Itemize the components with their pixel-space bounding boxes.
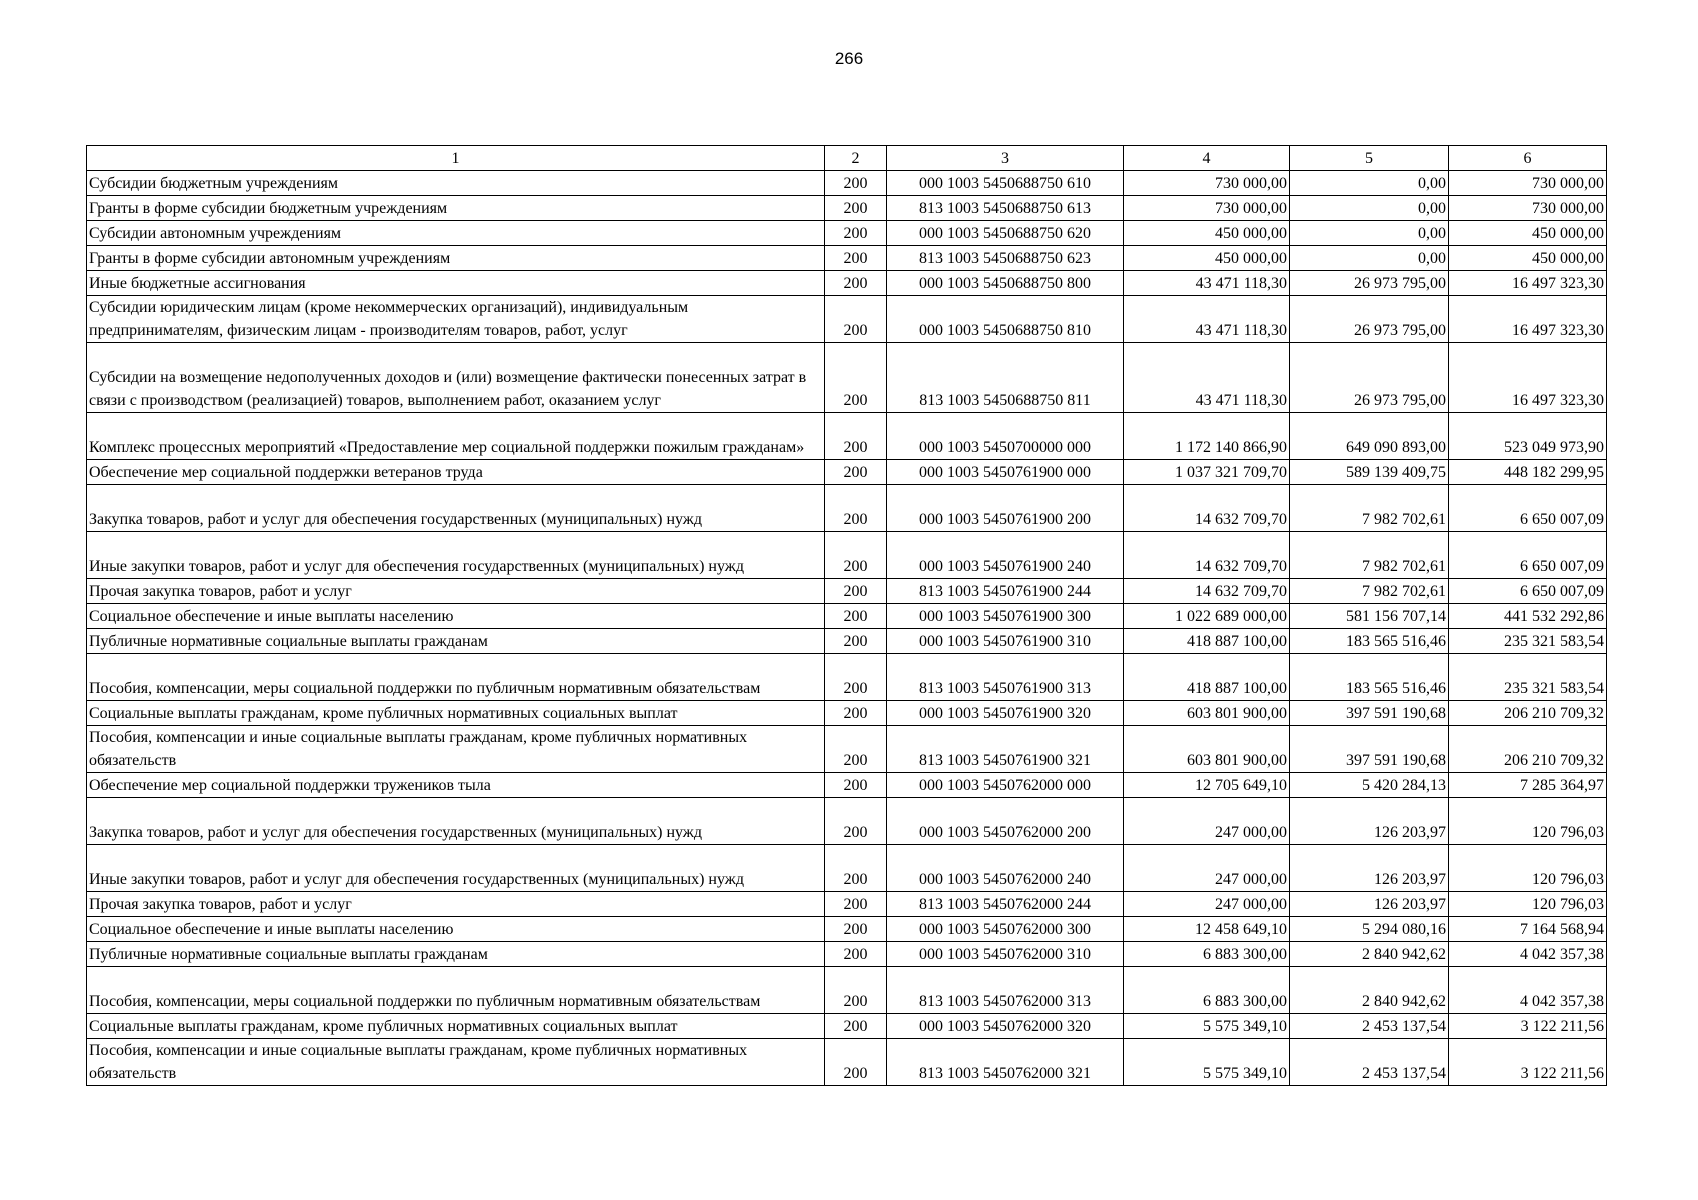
row-approved-amount-cell: 247 000,00 bbox=[1124, 798, 1290, 845]
row-executed-amount-cell: 0,00 bbox=[1290, 196, 1449, 221]
row-classification-code-cell: 813 1003 5450761900 321 bbox=[887, 726, 1124, 773]
row-name-cell: Субсидии юридическим лицам (кроме некоммерческих организаций), индивидуальным предпринимателям, физическим лицам - производителям товаров, работ, услуг bbox=[87, 296, 825, 343]
row-classification-code-cell: 000 1003 5450761900 000 bbox=[887, 460, 1124, 485]
row-approved-amount-cell: 730 000,00 bbox=[1124, 196, 1290, 221]
row-approved-amount-cell: 43 471 118,30 bbox=[1124, 343, 1290, 413]
row-executed-amount-cell: 397 591 190,68 bbox=[1290, 726, 1449, 773]
row-executed-amount-cell: 2 840 942,62 bbox=[1290, 967, 1449, 1014]
row-line-code-cell: 200 bbox=[825, 701, 887, 726]
row-name-cell: Социальное обеспечение и иные выплаты населению bbox=[87, 604, 825, 629]
row-line-code-cell: 200 bbox=[825, 343, 887, 413]
row-executed-amount-cell: 7 982 702,61 bbox=[1290, 532, 1449, 579]
table-row bbox=[87, 798, 1607, 845]
table-row bbox=[87, 246, 1607, 271]
row-classification-code-cell: 000 1003 5450762000 200 bbox=[887, 798, 1124, 845]
row-classification-code-cell: 000 1003 5450761900 310 bbox=[887, 629, 1124, 654]
row-classification-code-cell: 000 1003 5450688750 610 bbox=[887, 171, 1124, 196]
table-row bbox=[87, 413, 1607, 460]
row-remaining-amount-cell: 450 000,00 bbox=[1449, 221, 1607, 246]
row-remaining-amount-cell: 4 042 357,38 bbox=[1449, 942, 1607, 967]
table-header-row bbox=[87, 146, 1607, 171]
table-row bbox=[87, 629, 1607, 654]
row-remaining-amount-cell: 523 049 973,90 bbox=[1449, 413, 1607, 460]
row-name-cell: Закупка товаров, работ и услуг для обеспечения государственных (муниципальных) нужд bbox=[87, 485, 825, 532]
row-line-code-cell: 200 bbox=[825, 1014, 887, 1039]
row-executed-amount-cell: 2 840 942,62 bbox=[1290, 942, 1449, 967]
row-remaining-amount-cell: 4 042 357,38 bbox=[1449, 967, 1607, 1014]
page-number: 266 bbox=[834, 49, 864, 68]
column-header: 2 bbox=[825, 146, 887, 171]
row-name-cell: Субсидии автономным учреждениям bbox=[87, 221, 825, 246]
row-remaining-amount-cell: 206 210 709,32 bbox=[1449, 726, 1607, 773]
row-name-cell: Обеспечение мер социальной поддержки ветеранов труда bbox=[87, 460, 825, 485]
row-executed-amount-cell: 7 982 702,61 bbox=[1290, 579, 1449, 604]
row-executed-amount-cell: 126 203,97 bbox=[1290, 892, 1449, 917]
row-remaining-amount-cell: 3 122 211,56 bbox=[1449, 1039, 1607, 1086]
row-name-cell: Субсидии бюджетным учреждениям bbox=[87, 171, 825, 196]
row-line-code-cell: 200 bbox=[825, 654, 887, 701]
row-name-cell: Пособия, компенсации, меры социальной поддержки по публичным нормативным обязательствам bbox=[87, 967, 825, 1014]
row-name-cell: Пособия, компенсации и иные социальные выплаты гражданам, кроме публичных нормативных обязательств bbox=[87, 1039, 825, 1086]
row-classification-code-cell: 813 1003 5450762000 244 bbox=[887, 892, 1124, 917]
row-name-cell: Иные закупки товаров, работ и услуг для обеспечения государственных (муниципальных) нужд bbox=[87, 845, 825, 892]
column-header: 5 bbox=[1290, 146, 1449, 171]
row-executed-amount-cell: 0,00 bbox=[1290, 171, 1449, 196]
row-executed-amount-cell: 5 420 284,13 bbox=[1290, 773, 1449, 798]
row-remaining-amount-cell: 206 210 709,32 bbox=[1449, 701, 1607, 726]
row-classification-code-cell: 000 1003 5450762000 000 bbox=[887, 773, 1124, 798]
table-row bbox=[87, 221, 1607, 246]
row-name-cell: Комплекс процессных мероприятий «Предоставление мер социальной поддержки пожилым гражданам» bbox=[87, 413, 825, 460]
row-approved-amount-cell: 247 000,00 bbox=[1124, 845, 1290, 892]
row-name-cell: Гранты в форме субсидии автономным учреждениям bbox=[87, 246, 825, 271]
table-row bbox=[87, 1014, 1607, 1039]
row-remaining-amount-cell: 16 497 323,30 bbox=[1449, 271, 1607, 296]
row-approved-amount-cell: 1 037 321 709,70 bbox=[1124, 460, 1290, 485]
row-executed-amount-cell: 183 565 516,46 bbox=[1290, 654, 1449, 701]
row-executed-amount-cell: 397 591 190,68 bbox=[1290, 701, 1449, 726]
table-row bbox=[87, 773, 1607, 798]
row-classification-code-cell: 000 1003 5450762000 240 bbox=[887, 845, 1124, 892]
row-approved-amount-cell: 247 000,00 bbox=[1124, 892, 1290, 917]
row-approved-amount-cell: 5 575 349,10 bbox=[1124, 1039, 1290, 1086]
row-classification-code-cell: 000 1003 5450762000 320 bbox=[887, 1014, 1124, 1039]
row-remaining-amount-cell: 120 796,03 bbox=[1449, 845, 1607, 892]
budget-table bbox=[86, 145, 1607, 1086]
row-approved-amount-cell: 603 801 900,00 bbox=[1124, 701, 1290, 726]
table-row bbox=[87, 196, 1607, 221]
table-row bbox=[87, 892, 1607, 917]
row-line-code-cell: 200 bbox=[825, 221, 887, 246]
row-classification-code-cell: 813 1003 5450761900 313 bbox=[887, 654, 1124, 701]
row-executed-amount-cell: 649 090 893,00 bbox=[1290, 413, 1449, 460]
row-remaining-amount-cell: 16 497 323,30 bbox=[1449, 343, 1607, 413]
row-executed-amount-cell: 581 156 707,14 bbox=[1290, 604, 1449, 629]
table-row bbox=[87, 343, 1607, 413]
row-name-cell: Социальное обеспечение и иные выплаты населению bbox=[87, 917, 825, 942]
row-remaining-amount-cell: 235 321 583,54 bbox=[1449, 654, 1607, 701]
row-approved-amount-cell: 603 801 900,00 bbox=[1124, 726, 1290, 773]
table-row bbox=[87, 845, 1607, 892]
table-row bbox=[87, 532, 1607, 579]
row-remaining-amount-cell: 7 285 364,97 bbox=[1449, 773, 1607, 798]
table-row bbox=[87, 654, 1607, 701]
row-line-code-cell: 200 bbox=[825, 892, 887, 917]
row-name-cell: Иные бюджетные ассигнования bbox=[87, 271, 825, 296]
table-row bbox=[87, 171, 1607, 196]
row-line-code-cell: 200 bbox=[825, 579, 887, 604]
row-remaining-amount-cell: 448 182 299,95 bbox=[1449, 460, 1607, 485]
row-line-code-cell: 200 bbox=[825, 604, 887, 629]
row-classification-code-cell: 000 1003 5450688750 620 bbox=[887, 221, 1124, 246]
row-approved-amount-cell: 43 471 118,30 bbox=[1124, 271, 1290, 296]
table-row bbox=[87, 296, 1607, 343]
row-remaining-amount-cell: 6 650 007,09 bbox=[1449, 579, 1607, 604]
row-approved-amount-cell: 418 887 100,00 bbox=[1124, 629, 1290, 654]
row-line-code-cell: 200 bbox=[825, 798, 887, 845]
row-executed-amount-cell: 0,00 bbox=[1290, 246, 1449, 271]
row-name-cell: Прочая закупка товаров, работ и услуг bbox=[87, 579, 825, 604]
row-name-cell: Субсидии на возмещение недополученных доходов и (или) возмещение фактически понесенных затрат в связи с производством (реализацией) товаров, выполнением работ, оказанием услуг bbox=[87, 343, 825, 413]
row-name-cell: Иные закупки товаров, работ и услуг для обеспечения государственных (муниципальных) нужд bbox=[87, 532, 825, 579]
row-line-code-cell: 200 bbox=[825, 196, 887, 221]
row-line-code-cell: 200 bbox=[825, 967, 887, 1014]
row-classification-code-cell: 000 1003 5450762000 300 bbox=[887, 917, 1124, 942]
row-remaining-amount-cell: 235 321 583,54 bbox=[1449, 629, 1607, 654]
column-header: 3 bbox=[887, 146, 1124, 171]
row-name-cell: Обеспечение мер социальной поддержки тружеников тыла bbox=[87, 773, 825, 798]
table-row bbox=[87, 579, 1607, 604]
row-approved-amount-cell: 14 632 709,70 bbox=[1124, 485, 1290, 532]
row-name-cell: Прочая закупка товаров, работ и услуг bbox=[87, 892, 825, 917]
row-line-code-cell: 200 bbox=[825, 845, 887, 892]
row-executed-amount-cell: 5 294 080,16 bbox=[1290, 917, 1449, 942]
row-classification-code-cell: 000 1003 5450762000 310 bbox=[887, 942, 1124, 967]
row-classification-code-cell: 000 1003 5450688750 800 bbox=[887, 271, 1124, 296]
row-approved-amount-cell: 12 458 649,10 bbox=[1124, 917, 1290, 942]
table-row bbox=[87, 917, 1607, 942]
row-classification-code-cell: 813 1003 5450688750 613 bbox=[887, 196, 1124, 221]
row-approved-amount-cell: 6 883 300,00 bbox=[1124, 942, 1290, 967]
row-approved-amount-cell: 43 471 118,30 bbox=[1124, 296, 1290, 343]
row-classification-code-cell: 000 1003 5450700000 000 bbox=[887, 413, 1124, 460]
row-classification-code-cell: 000 1003 5450761900 200 bbox=[887, 485, 1124, 532]
row-executed-amount-cell: 126 203,97 bbox=[1290, 798, 1449, 845]
row-name-cell: Публичные нормативные социальные выплаты гражданам bbox=[87, 629, 825, 654]
row-remaining-amount-cell: 6 650 007,09 bbox=[1449, 485, 1607, 532]
column-header: 1 bbox=[87, 146, 825, 171]
row-line-code-cell: 200 bbox=[825, 413, 887, 460]
row-name-cell: Закупка товаров, работ и услуг для обеспечения государственных (муниципальных) нужд bbox=[87, 798, 825, 845]
row-remaining-amount-cell: 3 122 211,56 bbox=[1449, 1014, 1607, 1039]
row-executed-amount-cell: 7 982 702,61 bbox=[1290, 485, 1449, 532]
row-line-code-cell: 200 bbox=[825, 1039, 887, 1086]
row-line-code-cell: 200 bbox=[825, 271, 887, 296]
table-row bbox=[87, 701, 1607, 726]
row-classification-code-cell: 813 1003 5450762000 313 bbox=[887, 967, 1124, 1014]
row-classification-code-cell: 000 1003 5450761900 240 bbox=[887, 532, 1124, 579]
row-approved-amount-cell: 450 000,00 bbox=[1124, 221, 1290, 246]
row-name-cell: Социальные выплаты гражданам, кроме публичных нормативных социальных выплат bbox=[87, 701, 825, 726]
row-classification-code-cell: 813 1003 5450688750 623 bbox=[887, 246, 1124, 271]
row-executed-amount-cell: 26 973 795,00 bbox=[1290, 271, 1449, 296]
row-name-cell: Публичные нормативные социальные выплаты гражданам bbox=[87, 942, 825, 967]
column-header: 4 bbox=[1124, 146, 1290, 171]
row-name-cell: Социальные выплаты гражданам, кроме публичных нормативных социальных выплат bbox=[87, 1014, 825, 1039]
row-remaining-amount-cell: 441 532 292,86 bbox=[1449, 604, 1607, 629]
row-approved-amount-cell: 730 000,00 bbox=[1124, 171, 1290, 196]
table-row bbox=[87, 942, 1607, 967]
row-executed-amount-cell: 2 453 137,54 bbox=[1290, 1039, 1449, 1086]
row-remaining-amount-cell: 120 796,03 bbox=[1449, 892, 1607, 917]
row-remaining-amount-cell: 730 000,00 bbox=[1449, 196, 1607, 221]
table-body bbox=[87, 171, 1607, 1086]
table-row bbox=[87, 604, 1607, 629]
row-line-code-cell: 200 bbox=[825, 171, 887, 196]
row-remaining-amount-cell: 16 497 323,30 bbox=[1449, 296, 1607, 343]
row-executed-amount-cell: 183 565 516,46 bbox=[1290, 629, 1449, 654]
table-row bbox=[87, 967, 1607, 1014]
row-approved-amount-cell: 12 705 649,10 bbox=[1124, 773, 1290, 798]
row-line-code-cell: 200 bbox=[825, 460, 887, 485]
row-remaining-amount-cell: 120 796,03 bbox=[1449, 798, 1607, 845]
row-approved-amount-cell: 14 632 709,70 bbox=[1124, 579, 1290, 604]
row-remaining-amount-cell: 450 000,00 bbox=[1449, 246, 1607, 271]
row-line-code-cell: 200 bbox=[825, 726, 887, 773]
table-row bbox=[87, 485, 1607, 532]
column-header: 6 bbox=[1449, 146, 1607, 171]
row-line-code-cell: 200 bbox=[825, 532, 887, 579]
row-remaining-amount-cell: 6 650 007,09 bbox=[1449, 532, 1607, 579]
row-approved-amount-cell: 1 172 140 866,90 bbox=[1124, 413, 1290, 460]
row-executed-amount-cell: 589 139 409,75 bbox=[1290, 460, 1449, 485]
row-approved-amount-cell: 6 883 300,00 bbox=[1124, 967, 1290, 1014]
row-executed-amount-cell: 26 973 795,00 bbox=[1290, 296, 1449, 343]
row-classification-code-cell: 000 1003 5450761900 300 bbox=[887, 604, 1124, 629]
row-line-code-cell: 200 bbox=[825, 773, 887, 798]
row-classification-code-cell: 813 1003 5450688750 811 bbox=[887, 343, 1124, 413]
row-line-code-cell: 200 bbox=[825, 917, 887, 942]
row-classification-code-cell: 000 1003 5450761900 320 bbox=[887, 701, 1124, 726]
table-row bbox=[87, 726, 1607, 773]
row-executed-amount-cell: 0,00 bbox=[1290, 221, 1449, 246]
row-line-code-cell: 200 bbox=[825, 485, 887, 532]
row-remaining-amount-cell: 730 000,00 bbox=[1449, 171, 1607, 196]
row-remaining-amount-cell: 7 164 568,94 bbox=[1449, 917, 1607, 942]
row-approved-amount-cell: 5 575 349,10 bbox=[1124, 1014, 1290, 1039]
row-executed-amount-cell: 2 453 137,54 bbox=[1290, 1014, 1449, 1039]
row-classification-code-cell: 813 1003 5450762000 321 bbox=[887, 1039, 1124, 1086]
row-line-code-cell: 200 bbox=[825, 296, 887, 343]
row-line-code-cell: 200 bbox=[825, 246, 887, 271]
row-line-code-cell: 200 bbox=[825, 629, 887, 654]
row-name-cell: Пособия, компенсации, меры социальной поддержки по публичным нормативным обязательствам bbox=[87, 654, 825, 701]
row-approved-amount-cell: 1 022 689 000,00 bbox=[1124, 604, 1290, 629]
row-name-cell: Гранты в форме субсидии бюджетным учреждениям bbox=[87, 196, 825, 221]
row-executed-amount-cell: 126 203,97 bbox=[1290, 845, 1449, 892]
table-row bbox=[87, 460, 1607, 485]
row-classification-code-cell: 000 1003 5450688750 810 bbox=[887, 296, 1124, 343]
row-line-code-cell: 200 bbox=[825, 942, 887, 967]
row-executed-amount-cell: 26 973 795,00 bbox=[1290, 343, 1449, 413]
row-name-cell: Пособия, компенсации и иные социальные выплаты гражданам, кроме публичных нормативных обязательств bbox=[87, 726, 825, 773]
row-approved-amount-cell: 418 887 100,00 bbox=[1124, 654, 1290, 701]
table-row bbox=[87, 271, 1607, 296]
row-approved-amount-cell: 14 632 709,70 bbox=[1124, 532, 1290, 579]
row-approved-amount-cell: 450 000,00 bbox=[1124, 246, 1290, 271]
table-row bbox=[87, 1039, 1607, 1086]
row-classification-code-cell: 813 1003 5450761900 244 bbox=[887, 579, 1124, 604]
